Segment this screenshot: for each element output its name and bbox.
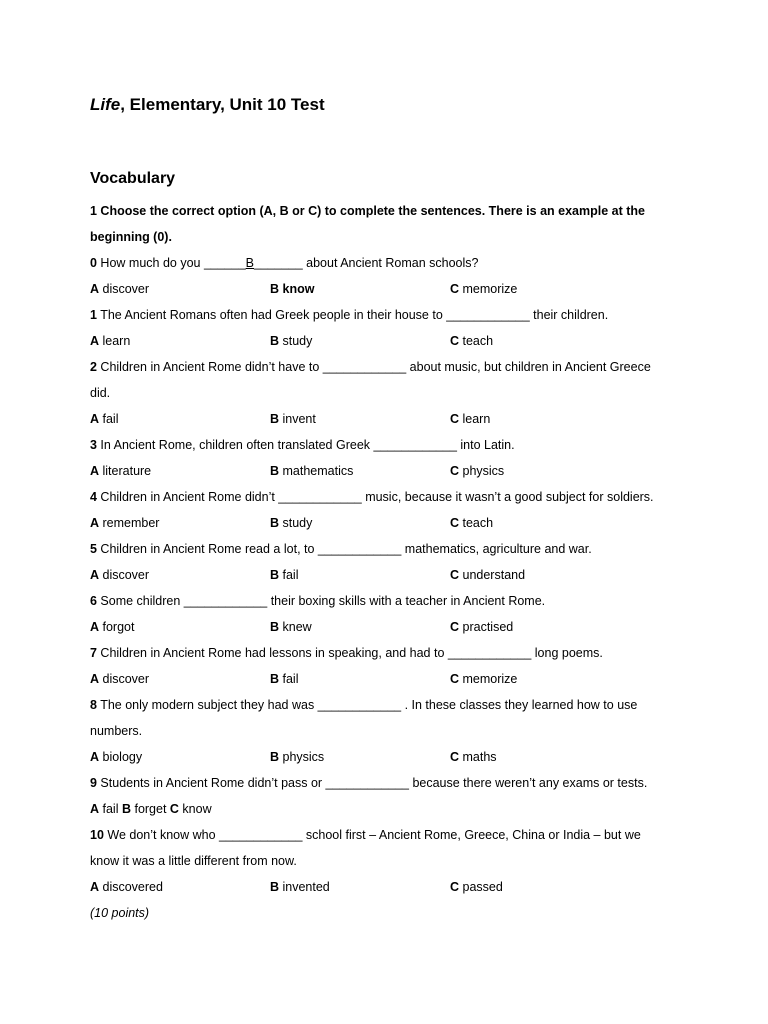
option-a: A discover: [90, 568, 150, 582]
option-a: A fail: [90, 412, 119, 426]
option-a: A remember: [90, 516, 160, 530]
option-b: B study: [270, 516, 313, 530]
option-c: C memorize: [450, 282, 518, 296]
example-answer: B: [245, 256, 255, 270]
question-9-options: A fail B forget C know: [90, 802, 212, 816]
question-7: 7 Children in Ancient Rome had lessons in speaking, and had to ____________ long poems.: [90, 646, 603, 660]
option-b: B know: [270, 282, 315, 296]
option-a: A literature: [90, 464, 152, 478]
option-c: C passed: [450, 880, 503, 894]
option-b: B study: [270, 334, 313, 348]
question-3: 3 In Ancient Rome, children often translated Greek ____________ into Latin.: [90, 438, 515, 452]
option-c: C teach: [450, 516, 494, 530]
question-text: _______ about Ancient Roman schools?: [254, 256, 479, 270]
option-c: C memorize: [450, 672, 518, 686]
option-b: B invent: [270, 412, 316, 426]
question-2: 2 Children in Ancient Rome didn’t have to ____________ about music, but children in Ancient Greece: [90, 360, 651, 374]
option-b: B invented: [270, 880, 330, 894]
option-b: B physics: [270, 750, 325, 764]
option-a: A discover: [90, 282, 150, 296]
question-8-cont: numbers.: [90, 724, 143, 738]
option-a: A discovered: [90, 880, 163, 894]
question-9: 9 Students in Ancient Rome didn’t pass or ____________ because there weren’t any exams or tests.: [90, 776, 648, 790]
option-a: A discover: [90, 672, 150, 686]
option-c: C maths: [450, 750, 497, 764]
question-10-cont: know it was a little different from now.: [90, 854, 297, 868]
section-heading: Vocabulary: [90, 170, 176, 187]
option-b: B fail: [270, 568, 299, 582]
option-a: A learn: [90, 334, 131, 348]
question-6: 6 Some children ____________ their boxing skills with a teacher in Ancient Rome.: [90, 594, 546, 608]
instruction-line-2: beginning (0).: [90, 230, 172, 244]
option-a: A biology: [90, 750, 143, 764]
option-c: C learn: [450, 412, 491, 426]
question-0: [90, 255, 479, 271]
option-b: B mathematics: [270, 464, 354, 478]
title-rest: , Elementary, Unit 10 Test: [120, 95, 325, 114]
question-2-cont: did.: [90, 386, 111, 400]
points-note: (10 points): [90, 906, 150, 920]
page-title: [90, 95, 325, 115]
question-5: 5 Children in Ancient Rome read a lot, to ____________ mathematics, agriculture and war.: [90, 542, 592, 556]
option-c: C physics: [450, 464, 505, 478]
option-b: B knew: [270, 620, 312, 634]
question-8: 8 The only modern subject they had was ____________ . In these classes they learned how to use: [90, 698, 638, 712]
question-number: 0: [90, 256, 97, 270]
option-c: C practised: [450, 620, 514, 634]
option-c: C understand: [450, 568, 526, 582]
option-c: C teach: [450, 334, 494, 348]
question-text: How much do you ______: [96, 256, 246, 270]
question-1: 1 The Ancient Romans often had Greek people in their house to ____________ their children.: [90, 308, 609, 322]
title-italic: Life: [90, 95, 121, 114]
question-10: 10 We don’t know who ____________ school first – Ancient Rome, Greece, China or India – but we: [90, 828, 641, 842]
instruction-line-1: 1 Choose the correct option (A, B or C) to complete the sentences. There is an example at the: [90, 204, 645, 218]
question-4: 4 Children in Ancient Rome didn’t ____________ music, because it wasn’t a good subject for soldiers.: [90, 490, 654, 504]
option-a: A forgot: [90, 620, 135, 634]
option-b: B fail: [270, 672, 299, 686]
